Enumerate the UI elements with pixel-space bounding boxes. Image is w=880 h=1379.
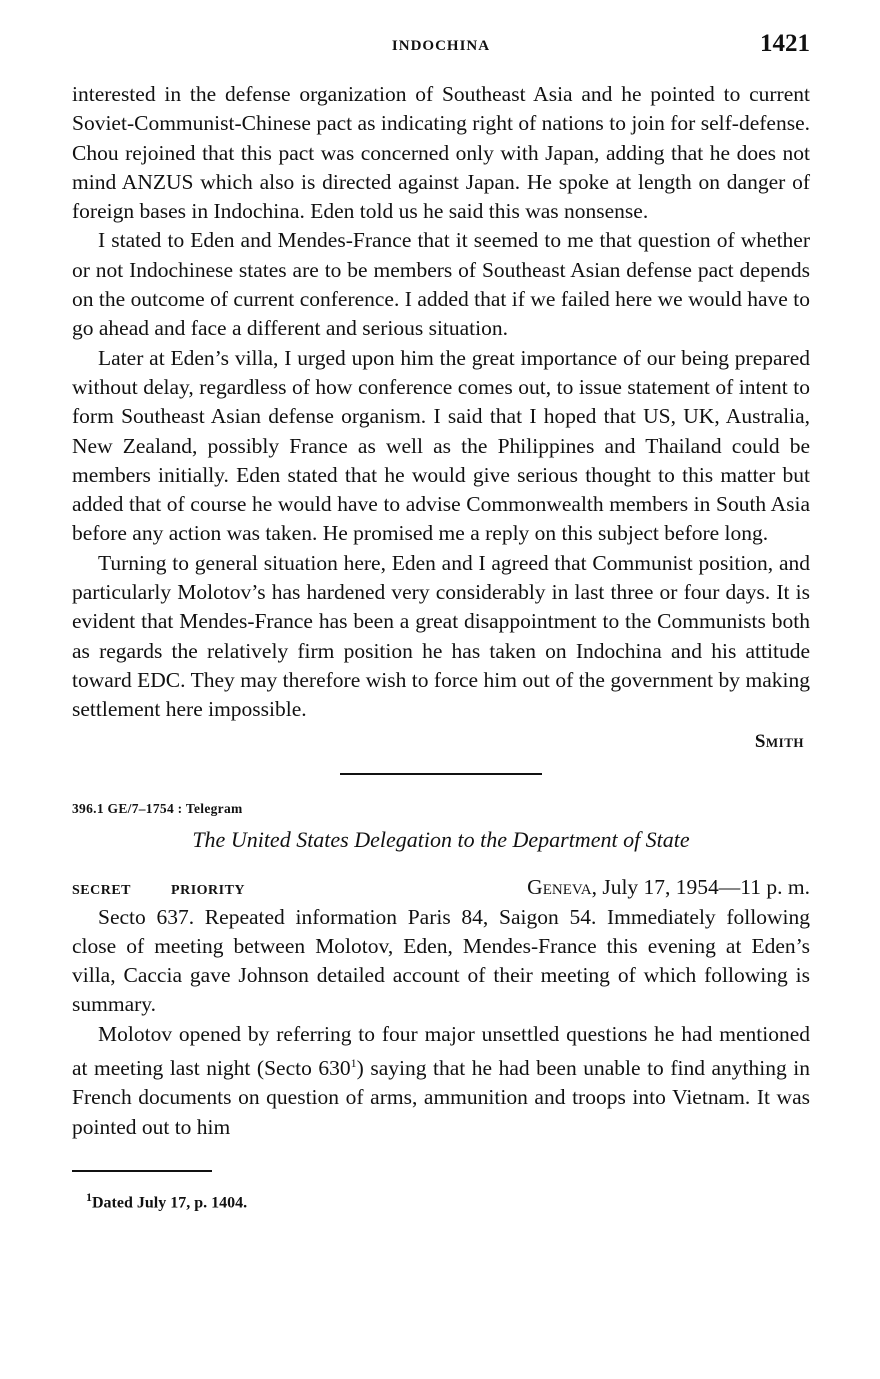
page-body [72, 80, 810, 1212]
body-paragraph: I stated to Eden and Mendes-France that it seemed to me that question of whether or not Indochinese states are to be members of Southeast Asian defense pact depends on the outcome of current conference. I added that if we failed here we would have to go ahead and face a different and serious situation. [72, 228, 810, 341]
running-header [72, 30, 810, 66]
footnote-marker: 1 [86, 1189, 92, 1204]
body-paragraph: Secto 637. Repeated information Paris 84, Saigon 54. Immediately following close of meeting between Molotov, Eden, Mendes-France this evening at Eden’s villa, Caccia gave Johnson detailed account of their meeting of which following is summary. [72, 904, 810, 1017]
section-divider [340, 773, 542, 775]
footnote-divider [72, 1170, 212, 1172]
paragraph-text: Molotov opened by referring to four major unsettled questions he had mentioned at meeting last night (Secto 630 [72, 1021, 810, 1081]
paragraph-text: ) saying that he had been unable to find anything in French documents on question of arms, ammunition and troops into Vietnam. It was pointed out to him [72, 1056, 810, 1139]
dateline [527, 875, 810, 900]
signature: Smith [754, 730, 804, 752]
body-paragraph [72, 1020, 810, 1142]
body-paragraph: interested in the defense organization of Southeast Asia and he pointed to current Soviet-Communist-Chinese pact as indicating right of nations to join for self-defense. Chou rejoined that this pact was concerned only with Japan, adding that he does not mind ANZUS which also is directed against Japan. He spoke at length on danger of foreign bases in Indochina. Eden told us he said this was nonsense. [72, 82, 810, 224]
body-paragraph: Later at Eden’s villa, I urged upon him the great importance of our being prepared without delay, regardless of how conference comes out, to issue statement of intent to form Southeast Asian defense organism. I said that I hoped that US, UK, Australia, New Zealand, possibly France as well as the Philippines and Thailand could be members initially. Eden stated that he would give serious thought to this matter but added that of course he would have to advise Commonwealth members in South Asia before any action was taken. He promised me a reply on this subject before long. [72, 345, 810, 546]
footnote [86, 1190, 810, 1212]
classification-label: SECRET [72, 882, 132, 898]
page-number: 1421 [760, 30, 810, 57]
telegram-meta [72, 875, 810, 903]
dateline-city: Geneva [527, 874, 592, 899]
document-heading: The United States Delegation to the Department of State [192, 826, 690, 852]
precedence-label: PRIORITY [171, 882, 246, 898]
document-reference: 396.1 GE/7–1754 : Telegram [72, 800, 243, 816]
body-paragraph: Turning to general situation here, Eden and I agreed that Communist position, and particularly Molotov’s has hardened very considerably in last three or four days. It is evident that Mendes-France has been a great disappointment to the Communists both as regards the relatively firm position he has taken on Indochina and his attitude toward EDC. They may therefore wish to force him out of the government by making settlement here impossible. [72, 550, 810, 722]
dateline-date: , July 17, 1954—11 p. m. [591, 874, 810, 899]
running-title: INDOCHINA [391, 38, 491, 54]
footnote-text: Dated July 17, p. 1404. [92, 1193, 248, 1211]
footnote-reference: 1 [350, 1056, 357, 1071]
